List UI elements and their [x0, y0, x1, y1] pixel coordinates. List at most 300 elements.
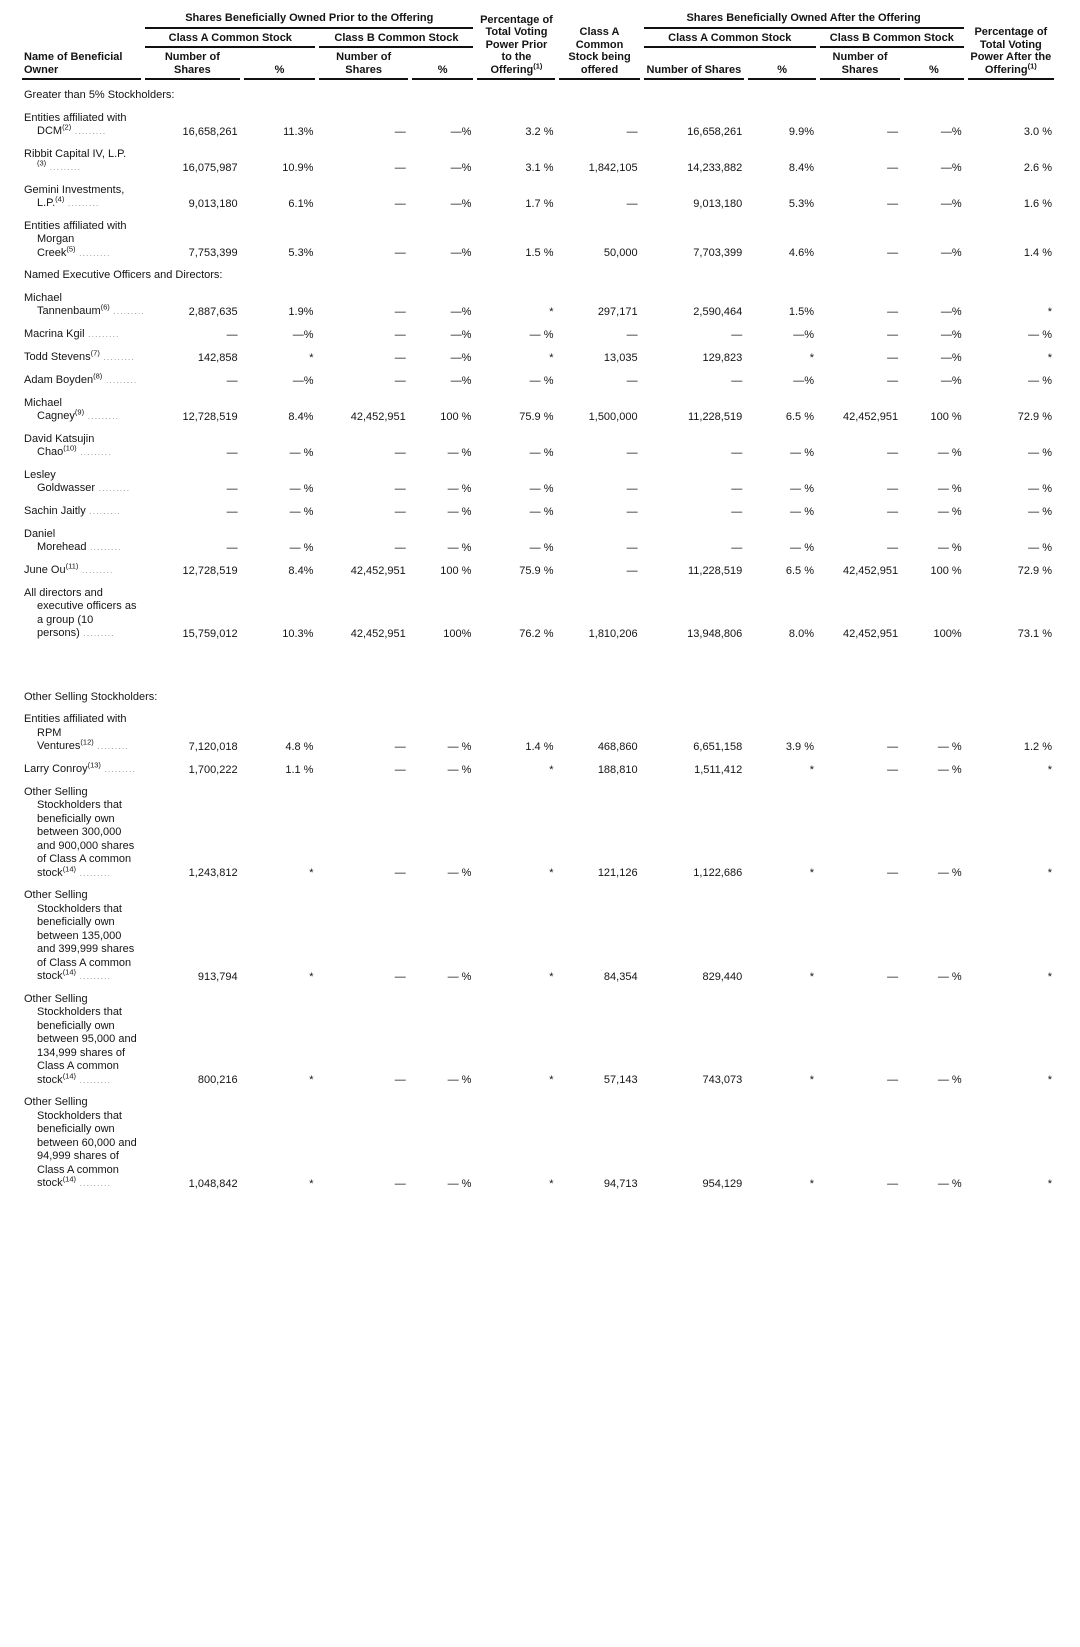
cell-value: 100% — [443, 627, 472, 640]
section-row — [22, 80, 1054, 103]
cell-value: * — [1047, 970, 1052, 983]
cell-value: — — [626, 482, 638, 495]
cell-value: — — [394, 482, 406, 495]
cell-value: 75.9 % — [519, 564, 554, 577]
cell-value: — % — [937, 446, 962, 459]
cell-value: 1,511,412 — [694, 763, 743, 776]
cell-value: — — [226, 482, 238, 495]
footnote-ref: (1) — [533, 60, 543, 70]
footnote-ref: (5) — [66, 243, 76, 253]
cell-value: 1.5 % — [525, 247, 554, 259]
cell-value: —% — [450, 161, 472, 174]
cell-value: * — [809, 1177, 814, 1190]
footnote-ref: (10) — [63, 443, 77, 453]
cell-value: — % — [447, 740, 472, 753]
cell-value: * — [809, 970, 814, 983]
footnote-ref: (1) — [1027, 60, 1037, 70]
cell-value: 16,658,261 — [687, 125, 743, 138]
col-header-label: % — [274, 63, 285, 76]
owner-name: Ribbit Capital IV, L.P.$^{(3)}$ ..... — [22, 139, 141, 175]
cell-value: — — [887, 161, 899, 174]
group-header-after-label: Shares Beneficially Owned After the Offering — [686, 12, 921, 24]
cell-value: —% — [450, 328, 472, 341]
footnote-ref: (14) — [62, 863, 77, 873]
cell-value: 1.1 % — [285, 763, 314, 776]
col-header-label: Number of Shares — [646, 63, 742, 76]
table-row — [22, 365, 1054, 388]
cell-value: — % — [937, 740, 962, 753]
cell-value: * — [309, 1074, 314, 1086]
cell-value: 1.4 % — [525, 740, 554, 753]
cell-value: * — [549, 867, 554, 879]
table-row — [22, 578, 1054, 641]
cell-value: — % — [529, 505, 554, 518]
cell-value: — — [731, 374, 743, 387]
cell-value: — — [887, 505, 899, 518]
cell-value: 9,013,180 — [693, 197, 743, 210]
footnote-ref: (9) — [74, 407, 85, 417]
cell-value: — % — [937, 541, 962, 554]
cell-value: 9.9% — [788, 125, 814, 138]
cell-value: 8.4% — [288, 410, 314, 423]
cell-value: — — [394, 970, 406, 983]
table-row — [22, 984, 1054, 1088]
cell-value: —% — [940, 374, 962, 387]
cell-value: —% — [940, 247, 962, 259]
group-header-prior-label: Shares Beneficially Owned Prior to the Offering — [185, 12, 434, 24]
col-header-owner-name — [22, 10, 141, 80]
cell-value: — — [731, 446, 743, 459]
cell-value: — % — [447, 1177, 472, 1190]
cell-value: 42,452,951 — [350, 410, 406, 423]
cell-value: — % — [1028, 446, 1052, 459]
cell-value: — — [887, 740, 899, 753]
cell-value: — % — [1028, 482, 1052, 495]
cell-value: * — [309, 867, 314, 879]
cell-value: —% — [940, 351, 962, 364]
cell-value: — % — [529, 374, 554, 387]
cell-value: 142,858 — [197, 351, 238, 364]
cell-value: 11.3% — [283, 125, 314, 138]
cell-value: — — [394, 125, 406, 138]
cell-value: — — [731, 541, 743, 554]
table-body — [22, 80, 1054, 1191]
footnote-ref: (14) — [62, 1174, 77, 1184]
cell-value: 42,452,951 — [350, 627, 406, 640]
cell-value: 42,452,951 — [350, 564, 406, 577]
footnote-ref: (12) — [80, 737, 94, 747]
cell-value: — — [731, 505, 743, 518]
footnote-ref: (7) — [90, 348, 100, 358]
cell-value: — % — [1028, 374, 1052, 387]
subheader-prior-class-a — [145, 29, 315, 49]
footnote-ref: (11) — [65, 561, 79, 571]
col-header-label: Number of Shares — [336, 51, 392, 76]
subheader-after-class-b — [820, 29, 964, 49]
cell-value: — % — [289, 541, 314, 554]
cell-value: * — [809, 763, 814, 776]
footnote-ref: (13) — [87, 760, 101, 770]
cell-value: — — [887, 1177, 899, 1190]
cell-value: 100 % — [440, 410, 472, 423]
table-row — [22, 555, 1054, 578]
owner-name: Todd Stevens$^{(7)}$ ..... — [22, 342, 141, 365]
table-row — [22, 880, 1054, 984]
cell-value: — % — [790, 541, 814, 554]
cell-value: 11,228,519 — [687, 410, 743, 423]
footnote-ref: (2) — [62, 122, 72, 132]
cell-value: — — [731, 482, 743, 495]
cell-value: 1,842,105 — [588, 161, 638, 174]
col-header-after-a-pct — [748, 48, 816, 80]
cell-value: — — [887, 446, 899, 459]
cell-value: —% — [292, 328, 314, 341]
footnote-ref: (4) — [55, 194, 65, 204]
cell-value: — — [394, 446, 406, 459]
cell-value: — % — [790, 505, 814, 518]
cell-value: 188,810 — [597, 763, 638, 776]
cell-value: — — [626, 446, 638, 459]
cell-value: —% — [793, 374, 814, 387]
owner-name: Entities affiliated with DCM$^{(2)}$ ..... — [22, 103, 141, 139]
cell-value: * — [309, 1177, 314, 1190]
cell-value: —% — [940, 197, 962, 210]
cell-value: — % — [529, 446, 554, 459]
cell-value: — — [394, 1074, 406, 1086]
owner-name: Michael Cagney$^{(9)}$ ..... — [22, 388, 141, 424]
col-header-voting-after-label: Percentage of Total Voting Power After the Offering — [970, 26, 1052, 76]
col-header-owner-name-label: Name of Beneficial Owner — [24, 51, 123, 76]
cell-value: 72.9 % — [1017, 564, 1052, 577]
col-header-prior-b-pct — [412, 48, 474, 80]
table-row — [22, 777, 1054, 881]
col-header-prior-a-pct — [244, 48, 316, 80]
cell-value: — — [626, 374, 638, 387]
cell-value: 829,440 — [702, 970, 743, 983]
cell-value: — — [226, 328, 238, 341]
cell-value: — — [887, 351, 899, 364]
cell-value: 1,048,842 — [188, 1177, 238, 1190]
cell-value: 6.5 % — [785, 410, 814, 423]
cell-value: — — [394, 763, 406, 776]
cell-value: — — [394, 305, 406, 318]
cell-value: 1.7 % — [525, 197, 554, 210]
table-row — [22, 460, 1054, 496]
col-header-offered — [559, 10, 639, 80]
table-row — [22, 342, 1054, 365]
cell-value: 100 % — [930, 410, 962, 423]
cell-value: 42,452,951 — [843, 410, 899, 423]
cell-value: 800,216 — [197, 1074, 238, 1086]
table-row — [22, 175, 1054, 211]
cell-value: — — [887, 125, 899, 138]
cell-value: —% — [793, 328, 814, 341]
cell-value: —% — [450, 374, 472, 387]
cell-value: — — [394, 867, 406, 879]
cell-value: — % — [1028, 541, 1052, 554]
cell-value: 129,823 — [702, 351, 743, 364]
cell-value: * — [549, 1177, 554, 1190]
cell-value: 16,075,987 — [182, 161, 238, 174]
cell-value: — — [626, 197, 638, 210]
cell-value: * — [1047, 1177, 1052, 1190]
cell-value: — — [394, 374, 406, 387]
cell-value: 76.2 % — [519, 627, 554, 640]
cell-value: — — [226, 446, 238, 459]
owner-name: Other Selling Stockholders that beneficially own between 60,000 and 94,999 shares of Class A common stock$^{(14)}$ ..... — [22, 1087, 141, 1191]
owner-name: Adam Boyden$^{(8)}$ ..... — [22, 365, 141, 388]
table-row — [22, 319, 1054, 342]
table-row — [22, 103, 1054, 139]
cell-value: — — [394, 351, 406, 364]
table-row — [22, 519, 1054, 555]
cell-value: 84,354 — [603, 970, 638, 983]
cell-value: — — [226, 374, 238, 387]
cell-value: —% — [450, 197, 472, 210]
table-row — [22, 139, 1054, 175]
cell-value: — — [626, 541, 638, 554]
cell-value: — — [394, 740, 406, 753]
cell-value: * — [549, 351, 554, 364]
cell-value: — — [887, 305, 899, 318]
cell-value: — % — [937, 970, 962, 983]
footnote-ref: (8) — [93, 371, 103, 381]
cell-value: * — [1047, 763, 1052, 776]
cell-value: — — [626, 125, 638, 138]
cell-value: * — [1047, 867, 1052, 879]
section-label: Greater than 5% Stockholders: — [24, 89, 175, 101]
footnote-ref: (14) — [62, 967, 77, 977]
cell-value: * — [1047, 305, 1052, 318]
table-row — [22, 211, 1054, 261]
cell-value: * — [809, 351, 814, 364]
col-header-after-b-pct — [904, 48, 964, 80]
subheader-label: Class A Common Stock — [168, 31, 292, 44]
owner-name: Michael Tannenbaum$^{(6)}$ ..... — [22, 283, 141, 319]
ownership-table — [18, 10, 1058, 1191]
cell-value: — — [887, 970, 899, 983]
cell-value: 1,810,206 — [588, 627, 638, 640]
col-header-after-a-shares — [644, 48, 745, 80]
cell-value: — % — [529, 328, 554, 341]
section-row — [22, 260, 1054, 283]
cell-value: 1.5% — [788, 305, 814, 318]
cell-value: 16,658,261 — [182, 125, 238, 138]
cell-value: — — [626, 328, 638, 341]
cell-value: 468,860 — [597, 740, 638, 753]
col-header-voting-after — [968, 10, 1054, 80]
section-label: Other Selling Stockholders: — [24, 690, 158, 703]
cell-value: * — [549, 305, 554, 318]
cell-value: — — [226, 505, 238, 518]
cell-value: —% — [940, 125, 962, 138]
cell-value: 14,233,882 — [687, 161, 743, 174]
cell-value: 13,948,806 — [687, 627, 743, 640]
owner-name: Lesley Goldwasser ..... — [22, 460, 141, 496]
cell-value: 75.9 % — [519, 410, 554, 423]
cell-value: — % — [937, 867, 962, 879]
cell-value: — — [394, 247, 406, 259]
cell-value: 954,129 — [702, 1177, 743, 1190]
cell-value: —% — [940, 328, 962, 341]
cell-value: — — [394, 505, 406, 518]
cell-value: * — [549, 1074, 554, 1086]
cell-value: 1,700,222 — [188, 763, 238, 776]
cell-value: — — [887, 197, 899, 210]
owner-name: Other Selling Stockholders that beneficially own between 95,000 and 134,999 shares of Class A common stock$^{(14)}$ ..... — [22, 984, 141, 1088]
col-header-voting-prior — [477, 10, 555, 80]
cell-value: 2,590,464 — [693, 305, 743, 318]
cell-value: * — [309, 351, 314, 364]
owner-name: All directors and executive officers as a group (10 persons) ..... — [22, 578, 141, 641]
cell-value: — % — [937, 1074, 962, 1086]
cell-value: 100 % — [440, 564, 472, 577]
cell-value: —% — [940, 161, 962, 174]
cell-value: 1,500,000 — [588, 410, 638, 423]
cell-value: 100% — [933, 627, 962, 640]
cell-value: — % — [447, 970, 472, 983]
cell-value: — % — [790, 482, 814, 495]
table-row — [22, 704, 1054, 754]
cell-value: 10.9% — [282, 161, 314, 174]
subheader-prior-class-b — [319, 29, 473, 49]
cell-value: 12,728,519 — [182, 564, 238, 577]
cell-value: 7,753,399 — [188, 247, 238, 259]
footnote-ref: (6) — [100, 302, 110, 312]
cell-value: 12,728,519 — [182, 410, 238, 423]
cell-value: — — [887, 1074, 899, 1086]
cell-value: * — [1047, 1074, 1052, 1086]
section-label: Named Executive Officers and Directors: — [24, 269, 223, 281]
col-header-label: Number of Shares — [832, 51, 888, 76]
owner-name: Other Selling Stockholders that beneficially own between 300,000 and 900,000 shares of Class A common stock$^{(14)}$ ..... — [22, 777, 141, 881]
cell-value: 42,452,951 — [843, 564, 899, 577]
cell-value: —% — [450, 351, 472, 364]
cell-value: 1.9% — [288, 305, 314, 318]
col-header-offered-label: Class A Common Stock being offered — [568, 26, 631, 76]
table-header — [22, 10, 1054, 80]
table-row — [22, 1087, 1054, 1191]
cell-value: 3.2 % — [525, 125, 554, 138]
cell-value: 8.4% — [788, 161, 814, 174]
cell-value: — % — [1028, 505, 1052, 518]
cell-value: — — [626, 505, 638, 518]
cell-value: 42,452,951 — [843, 627, 899, 640]
cell-value: * — [809, 1074, 814, 1086]
cell-value: 5.3% — [788, 197, 814, 210]
table-row — [22, 283, 1054, 319]
table-row — [22, 388, 1054, 424]
cell-value: 1.4 % — [1023, 247, 1052, 259]
cell-value: — — [887, 247, 899, 259]
cell-value: 94,713 — [603, 1177, 638, 1190]
cell-value: — % — [447, 1074, 472, 1086]
cell-value: 913,794 — [197, 970, 238, 983]
cell-value: 3.1 % — [525, 161, 554, 174]
cell-value: 2,887,635 — [188, 305, 238, 318]
cell-value: — % — [447, 541, 472, 554]
cell-value: 2.6 % — [1023, 161, 1052, 174]
cell-value: — — [394, 161, 406, 174]
owner-name: Entities affiliated with RPM Ventures$^{(12)}$ ..... — [22, 704, 141, 754]
cell-value: 8.4% — [288, 564, 314, 577]
footnote-ref: (14) — [62, 1070, 77, 1080]
cell-value: 297,171 — [597, 305, 638, 318]
cell-value: — % — [937, 482, 962, 495]
cell-value: — % — [937, 763, 962, 776]
cell-value: 121,126 — [597, 867, 638, 879]
owner-name: David Katsujin Chao$^{(10)}$ ..... — [22, 424, 141, 460]
cell-value: — — [394, 197, 406, 210]
cell-value: —% — [450, 125, 472, 138]
owner-name: Sachin Jaitly ..... — [22, 496, 141, 519]
section-row — [22, 641, 1054, 705]
col-header-label: Number of Shares — [164, 51, 220, 76]
cell-value: 1,122,686 — [693, 867, 743, 879]
col-header-voting-prior-label: Percentage of Total Voting Power Prior to the Offering — [480, 13, 553, 76]
cell-value: — — [887, 763, 899, 776]
cell-value: 6.1% — [288, 197, 314, 210]
cell-value: — — [626, 564, 638, 577]
cell-value: — % — [447, 446, 472, 459]
subheader-label: Class A Common Stock — [668, 31, 792, 44]
cell-value: — — [887, 482, 899, 495]
cell-value: 10.3% — [282, 627, 314, 640]
cell-value: 100 % — [930, 564, 962, 577]
cell-value: 7,703,399 — [693, 247, 743, 259]
cell-value: 5.3% — [288, 247, 314, 259]
table-row — [22, 754, 1054, 777]
col-header-label: % — [437, 63, 448, 76]
cell-value: — % — [447, 505, 472, 518]
cell-value: — % — [289, 482, 314, 495]
cell-value: — % — [289, 446, 314, 459]
cell-value: — % — [1028, 328, 1052, 341]
owner-name: Entities affiliated with Morgan Creek$^{(5)}$ ..... — [22, 211, 141, 261]
subheader-after-class-a — [644, 29, 816, 49]
cell-value: * — [549, 763, 554, 776]
cell-value: — — [887, 867, 899, 879]
owner-name: June Ou$^{(11)}$ ..... — [22, 555, 141, 578]
cell-value: 72.9 % — [1017, 410, 1052, 423]
cell-value: 15,759,012 — [182, 627, 238, 640]
cell-value: * — [1047, 351, 1052, 364]
cell-value: 11,228,519 — [687, 564, 743, 577]
subheader-label: Class B Common Stock — [829, 31, 954, 44]
cell-value: * — [549, 970, 554, 983]
cell-value: 1.2 % — [1023, 740, 1052, 753]
cell-value: 50,000 — [603, 247, 638, 259]
cell-value: 1.6 % — [1023, 197, 1052, 210]
owner-name: Macrina Kgil ..... — [22, 319, 141, 342]
group-header-after — [644, 10, 964, 29]
cell-value: — — [887, 541, 899, 554]
owner-name: Other Selling Stockholders that beneficially own between 135,000 and 399,999 shares of Class A common stock$^{(14)}$ ..... — [22, 880, 141, 984]
footnote-ref: (3) — [37, 158, 47, 168]
cell-value: — — [394, 541, 406, 554]
cell-value: — — [887, 328, 899, 341]
cell-value: 6.5 % — [785, 564, 814, 577]
cell-value: —% — [292, 374, 314, 387]
cell-value: 1,243,812 — [188, 867, 238, 879]
cell-value: — % — [529, 541, 554, 554]
table-row — [22, 424, 1054, 460]
table-row — [22, 496, 1054, 519]
cell-value: * — [309, 970, 314, 983]
owner-name: Gemini Investments, L.P.$^{(4)}$ ..... — [22, 175, 141, 211]
col-header-label: % — [777, 63, 787, 76]
col-header-prior-a-shares — [145, 48, 239, 80]
